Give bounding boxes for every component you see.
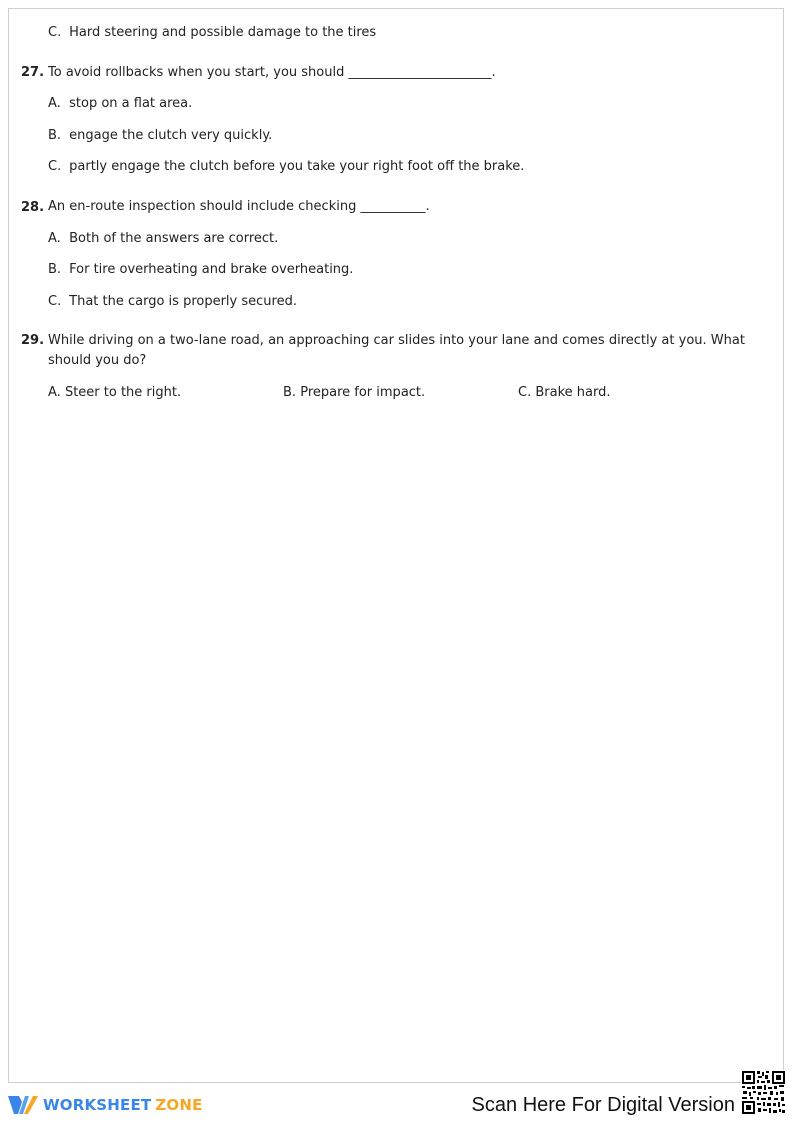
qr-code-icon[interactable]: [741, 1070, 786, 1115]
option-letter: B.: [283, 385, 297, 400]
question-27-text: To avoid rollbacks when you start, you should ______________________.: [48, 65, 496, 80]
option-letter: C.: [518, 385, 532, 400]
question-29-text: While driving on a two-lane road, an approaching car slides into your lane and comes directly at you. What should you do?: [48, 333, 745, 368]
option-28-b: [48, 260, 353, 280]
option-letter: C.: [48, 159, 62, 174]
option-text: Hard steering and possible damage to the tires: [69, 25, 377, 40]
logo-word-worksheet: WORKSHEET: [43, 1096, 152, 1114]
option-26-c: [48, 23, 376, 43]
question-28-text: An en-route inspection should include checking __________.: [48, 199, 430, 214]
option-letter: A.: [48, 385, 61, 400]
worksheetzone-logo[interactable]: [7, 1092, 203, 1118]
logo-w-icon: [7, 1093, 39, 1117]
scan-digital-version-text: Scan Here For Digital Version: [471, 1094, 735, 1116]
question-29-number: 29.: [21, 333, 45, 348]
option-letter: A.: [48, 96, 61, 111]
option-letter: C.: [48, 294, 62, 309]
question-27-number: 27.: [21, 65, 45, 80]
option-29-a: [48, 383, 181, 403]
option-letter: C.: [48, 25, 62, 40]
option-text: Prepare for impact.: [300, 385, 426, 400]
option-text: Steer to the right.: [64, 385, 182, 400]
option-27-b: [48, 126, 272, 146]
option-27-a: [48, 94, 192, 114]
question-28-number: 28.: [21, 200, 45, 215]
option-text: Both of the answers are correct.: [69, 231, 279, 246]
option-letter: B.: [48, 128, 62, 143]
logo-word-zone: ZONE: [155, 1096, 203, 1114]
option-27-c: [48, 157, 524, 177]
option-text: engage the clutch very quickly.: [69, 128, 273, 143]
option-text: partly engage the clutch before you take your right foot off the brake.: [69, 159, 525, 174]
option-text: That the cargo is properly secured.: [69, 294, 297, 309]
option-29-b: [283, 383, 425, 403]
option-letter: A.: [48, 231, 61, 246]
option-28-c: [48, 292, 297, 312]
option-text: stop on a flat area.: [69, 96, 193, 111]
option-28-a: [48, 229, 278, 249]
option-text: For tire overheating and brake overheating.: [69, 262, 354, 277]
option-letter: B.: [48, 262, 62, 277]
option-text: Brake hard.: [535, 385, 611, 400]
option-29-c: [518, 383, 611, 403]
